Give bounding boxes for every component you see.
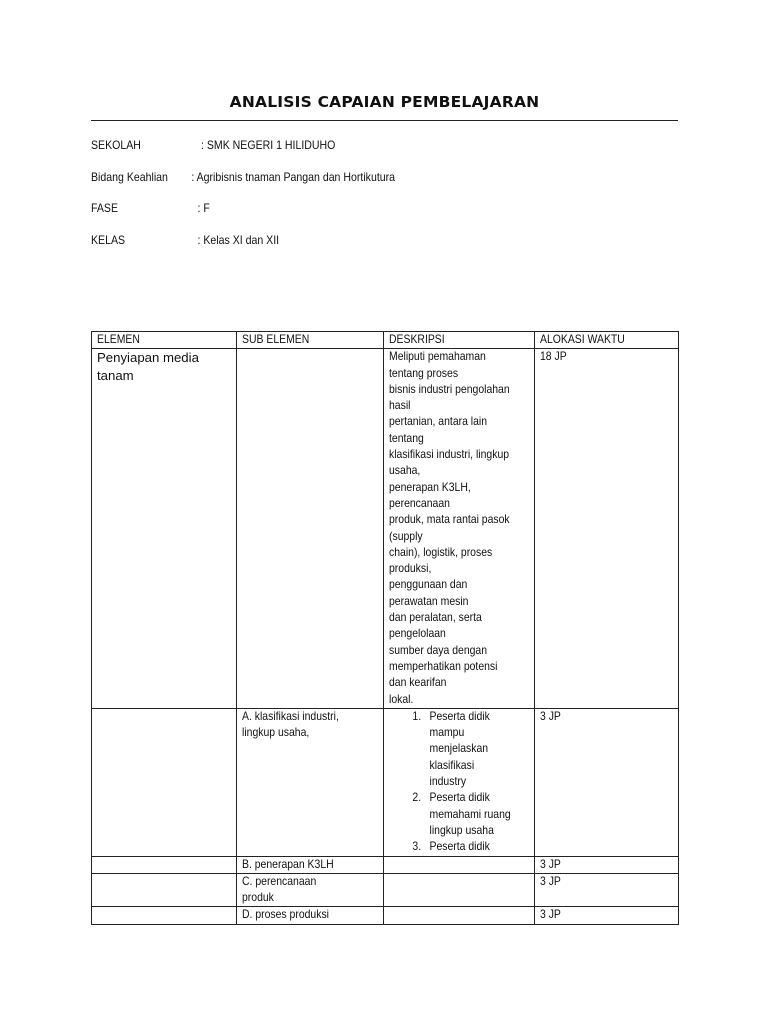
page-title: ANALISIS CAPAIAN PEMBELAJARAN bbox=[229, 93, 540, 111]
cell-sub-elemen bbox=[237, 349, 384, 709]
cell-sub-elemen: B. penerapan K3LH bbox=[237, 856, 384, 873]
cell-sub-elemen: C. perencanaan produk bbox=[237, 873, 384, 907]
cell-alokasi: 3 JP bbox=[535, 873, 679, 907]
cell-deskripsi bbox=[384, 856, 535, 873]
cell-alokasi: 3 JP bbox=[535, 708, 679, 856]
table-row bbox=[92, 349, 679, 709]
deskripsi-text: Meliputi pemahaman tentang proses bisnis industri pengolahan hasil pertanian, antara lain tentang klasifikasi industri, lingkup usaha, penerapan K3LH, perencanaan produk, mata rantai pasok (supply chain), logistik, proses produksi, penggunaan dan perawatan mesin dan peralatan, serta pengelolaan sumber daya dengan memperhatikan potensi dan kearifan lokal. bbox=[389, 350, 510, 706]
title-rule bbox=[91, 120, 678, 121]
numbered-list bbox=[389, 709, 524, 856]
header-elemen: ELEMEN bbox=[92, 332, 237, 349]
header-alokasi-waktu: ALOKASI WAKTU bbox=[535, 332, 679, 349]
cell-elemen bbox=[92, 873, 237, 907]
meta-label: KELAS bbox=[91, 233, 126, 247]
cell-deskripsi bbox=[384, 349, 535, 709]
list-item: 1. Peserta didik mampu menjelaskan klasifikasi industry bbox=[412, 709, 490, 789]
cell-sub-elemen: D. proses produksi bbox=[237, 907, 384, 924]
elemen-text: Penyiapan media tanam bbox=[97, 350, 199, 384]
cell-deskripsi bbox=[384, 907, 535, 924]
header-sub-elemen: SUB ELEMEN bbox=[237, 332, 384, 349]
meta-value: : Kelas XI dan XII bbox=[197, 233, 280, 247]
capaian-table bbox=[91, 331, 679, 925]
table-row bbox=[92, 907, 679, 924]
meta-value: : Agribisnis tnaman Pangan dan Hortikutura bbox=[191, 170, 396, 184]
cell-elemen bbox=[92, 856, 237, 873]
cell-elemen bbox=[92, 907, 237, 924]
meta-value: : SMK NEGERI 1 HILIDUHO bbox=[201, 138, 336, 152]
list-item: 2. Peserta didik memahami ruang lingkup usaha bbox=[412, 791, 511, 837]
meta-label: Bidang Keahlian bbox=[91, 170, 168, 184]
cell-sub-elemen: A. klasifikasi industri, lingkup usaha, bbox=[237, 708, 384, 856]
header-deskripsi: DESKRIPSI bbox=[384, 332, 535, 349]
meta-value: : F bbox=[197, 201, 210, 215]
cell-deskripsi bbox=[384, 708, 535, 856]
cell-alokasi: 3 JP bbox=[535, 856, 679, 873]
table-header-row bbox=[92, 332, 679, 349]
cell-deskripsi bbox=[384, 873, 535, 907]
table-row bbox=[92, 708, 679, 856]
table-row bbox=[92, 856, 679, 873]
table-row bbox=[92, 873, 679, 907]
list-item: 3. Peserta didik bbox=[412, 840, 490, 854]
meta-label: FASE bbox=[91, 201, 119, 215]
meta-label: SEKOLAH bbox=[91, 138, 141, 152]
cell-elemen bbox=[92, 708, 237, 856]
cell-alokasi: 3 JP bbox=[535, 907, 679, 924]
cell-elemen bbox=[92, 349, 237, 709]
cell-alokasi: 18 JP bbox=[535, 349, 679, 709]
